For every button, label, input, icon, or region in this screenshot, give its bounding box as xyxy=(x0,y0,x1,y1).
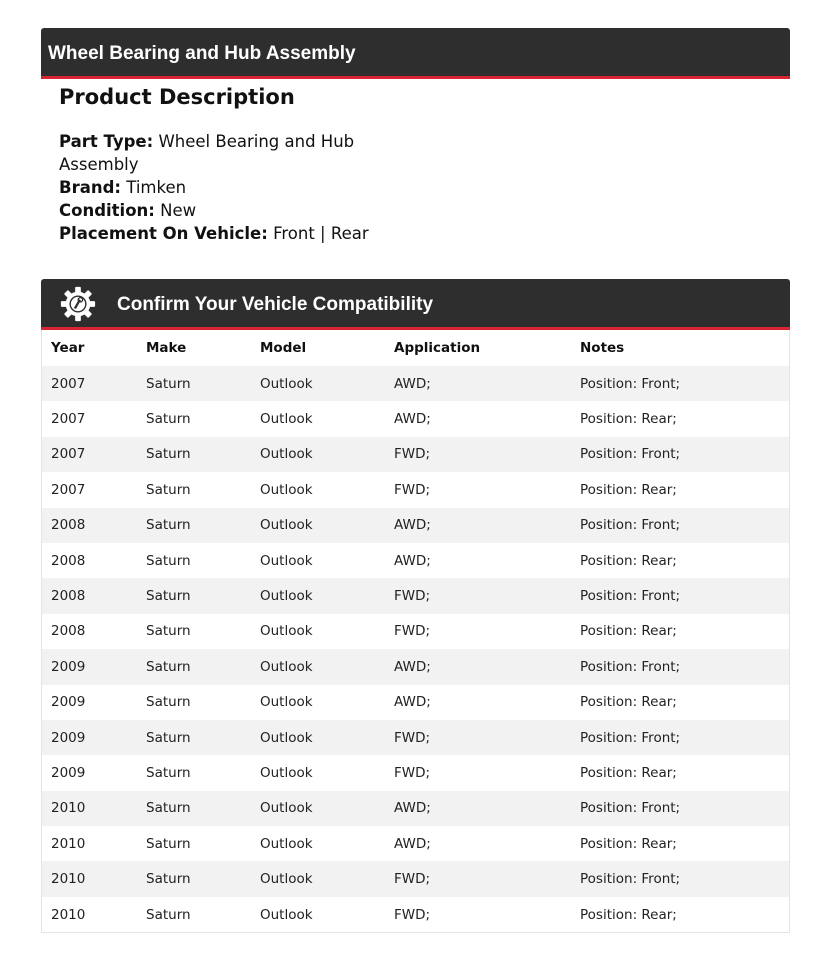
table-row xyxy=(42,826,789,861)
cell-application: FWD; xyxy=(394,729,431,746)
cell-year: 2007 xyxy=(51,375,86,392)
compatibility-banner xyxy=(41,279,790,330)
cell-application: FWD; xyxy=(394,871,431,888)
cell-notes: Position: Front; xyxy=(580,446,681,463)
cell-year: 2007 xyxy=(51,481,86,498)
table-row xyxy=(42,685,789,720)
cell-year: 2007 xyxy=(51,411,86,428)
description-heading: Product Description xyxy=(59,85,295,109)
cell-notes: Position: Rear; xyxy=(580,835,677,852)
cell-model: Outlook xyxy=(260,481,313,498)
cell-notes: Position: Front; xyxy=(580,729,681,746)
cell-make: Saturn xyxy=(146,871,191,888)
cell-year: 2008 xyxy=(51,517,86,534)
cell-year: 2009 xyxy=(51,658,86,675)
table-row xyxy=(42,720,789,755)
table-header-row xyxy=(42,330,789,366)
cell-notes: Position: Rear; xyxy=(580,552,677,569)
table-row xyxy=(42,861,789,896)
cell-application: AWD; xyxy=(394,517,431,534)
cell-year: 2009 xyxy=(51,729,86,746)
cell-application: AWD; xyxy=(394,375,431,392)
gear-icon xyxy=(59,285,97,323)
cell-make: Saturn xyxy=(146,588,191,605)
table-row xyxy=(42,508,789,543)
cell-make: Saturn xyxy=(146,446,191,463)
table-row xyxy=(42,401,789,436)
cell-model: Outlook xyxy=(260,411,313,428)
cell-application: AWD; xyxy=(394,800,431,817)
cell-notes: Position: Rear; xyxy=(580,764,677,781)
spec-label: Placement On Vehicle: xyxy=(59,224,268,243)
cell-notes: Position: Rear; xyxy=(580,411,677,428)
table-row xyxy=(42,649,789,684)
cell-model: Outlook xyxy=(260,375,313,392)
cell-make: Saturn xyxy=(146,764,191,781)
cell-model: Outlook xyxy=(260,764,313,781)
cell-application: AWD; xyxy=(394,835,431,852)
cell-application: AWD; xyxy=(394,694,431,711)
cell-make: Saturn xyxy=(146,481,191,498)
column-header-notes: Notes xyxy=(580,340,625,356)
cell-make: Saturn xyxy=(146,623,191,640)
cell-model: Outlook xyxy=(260,552,313,569)
cell-model: Outlook xyxy=(260,906,313,923)
product-title: Wheel Bearing and Hub Assembly xyxy=(48,43,356,64)
spec-label: Brand: xyxy=(59,178,122,197)
cell-year: 2010 xyxy=(51,906,86,923)
compatibility-table xyxy=(41,330,790,933)
cell-year: 2009 xyxy=(51,694,86,711)
spec-condition xyxy=(59,199,389,222)
cell-year: 2010 xyxy=(51,871,86,888)
column-header-make: Make xyxy=(146,340,187,356)
cell-notes: Position: Rear; xyxy=(580,906,677,923)
spec-value: Timken xyxy=(126,178,187,197)
spec-label: Part Type: xyxy=(59,132,154,151)
cell-application: AWD; xyxy=(394,658,431,675)
spec-value: Front | Rear xyxy=(273,224,369,243)
table-row xyxy=(42,791,789,826)
cell-notes: Position: Rear; xyxy=(580,694,677,711)
cell-application: FWD; xyxy=(394,588,431,605)
cell-model: Outlook xyxy=(260,623,313,640)
cell-make: Saturn xyxy=(146,729,191,746)
table-row xyxy=(42,755,789,790)
cell-application: AWD; xyxy=(394,411,431,428)
spec-value: New xyxy=(160,201,197,220)
cell-year: 2007 xyxy=(51,446,86,463)
cell-model: Outlook xyxy=(260,835,313,852)
cell-notes: Position: Rear; xyxy=(580,623,677,640)
cell-make: Saturn xyxy=(146,517,191,534)
cell-model: Outlook xyxy=(260,694,313,711)
cell-notes: Position: Front; xyxy=(580,871,681,888)
cell-notes: Position: Front; xyxy=(580,517,681,534)
cell-application: FWD; xyxy=(394,623,431,640)
column-header-year: Year xyxy=(51,340,85,356)
cell-model: Outlook xyxy=(260,800,313,817)
product-title-banner xyxy=(41,28,790,79)
cell-model: Outlook xyxy=(260,446,313,463)
cell-notes: Position: Front; xyxy=(580,588,681,605)
cell-make: Saturn xyxy=(146,658,191,675)
table-row xyxy=(42,614,789,649)
cell-year: 2008 xyxy=(51,552,86,569)
table-body xyxy=(42,366,789,932)
table-row xyxy=(42,897,789,932)
product-description xyxy=(59,84,389,245)
table-row xyxy=(42,437,789,472)
cell-model: Outlook xyxy=(260,658,313,675)
table-row xyxy=(42,578,789,613)
cell-year: 2010 xyxy=(51,800,86,817)
cell-year: 2009 xyxy=(51,764,86,781)
spec-value: Wheel Bearing and Hub Assembly xyxy=(59,132,355,174)
spec-list xyxy=(59,130,389,245)
spec-brand xyxy=(59,176,389,199)
cell-application: AWD; xyxy=(394,552,431,569)
column-header-model: Model xyxy=(260,340,307,356)
column-header-application: Application xyxy=(394,340,481,356)
cell-application: FWD; xyxy=(394,481,431,498)
cell-make: Saturn xyxy=(146,375,191,392)
cell-application: FWD; xyxy=(394,906,431,923)
cell-make: Saturn xyxy=(146,835,191,852)
cell-notes: Position: Front; xyxy=(580,375,681,392)
table-row xyxy=(42,472,789,507)
cell-model: Outlook xyxy=(260,588,313,605)
cell-year: 2008 xyxy=(51,588,86,605)
cell-make: Saturn xyxy=(146,906,191,923)
cell-notes: Position: Front; xyxy=(580,800,681,817)
spec-part-type xyxy=(59,130,389,176)
compatibility-title: Confirm Your Vehicle Compatibility xyxy=(117,294,434,315)
cell-year: 2008 xyxy=(51,623,86,640)
cell-application: FWD; xyxy=(394,446,431,463)
table-row xyxy=(42,366,789,401)
cell-make: Saturn xyxy=(146,694,191,711)
cell-notes: Position: Front; xyxy=(580,658,681,675)
cell-make: Saturn xyxy=(146,552,191,569)
cell-model: Outlook xyxy=(260,729,313,746)
cell-make: Saturn xyxy=(146,411,191,428)
cell-notes: Position: Rear; xyxy=(580,481,677,498)
spec-placement xyxy=(59,222,389,245)
table-row xyxy=(42,543,789,578)
cell-model: Outlook xyxy=(260,517,313,534)
cell-make: Saturn xyxy=(146,800,191,817)
cell-application: FWD; xyxy=(394,764,431,781)
spec-label: Condition: xyxy=(59,201,155,220)
cell-model: Outlook xyxy=(260,871,313,888)
cell-year: 2010 xyxy=(51,835,86,852)
